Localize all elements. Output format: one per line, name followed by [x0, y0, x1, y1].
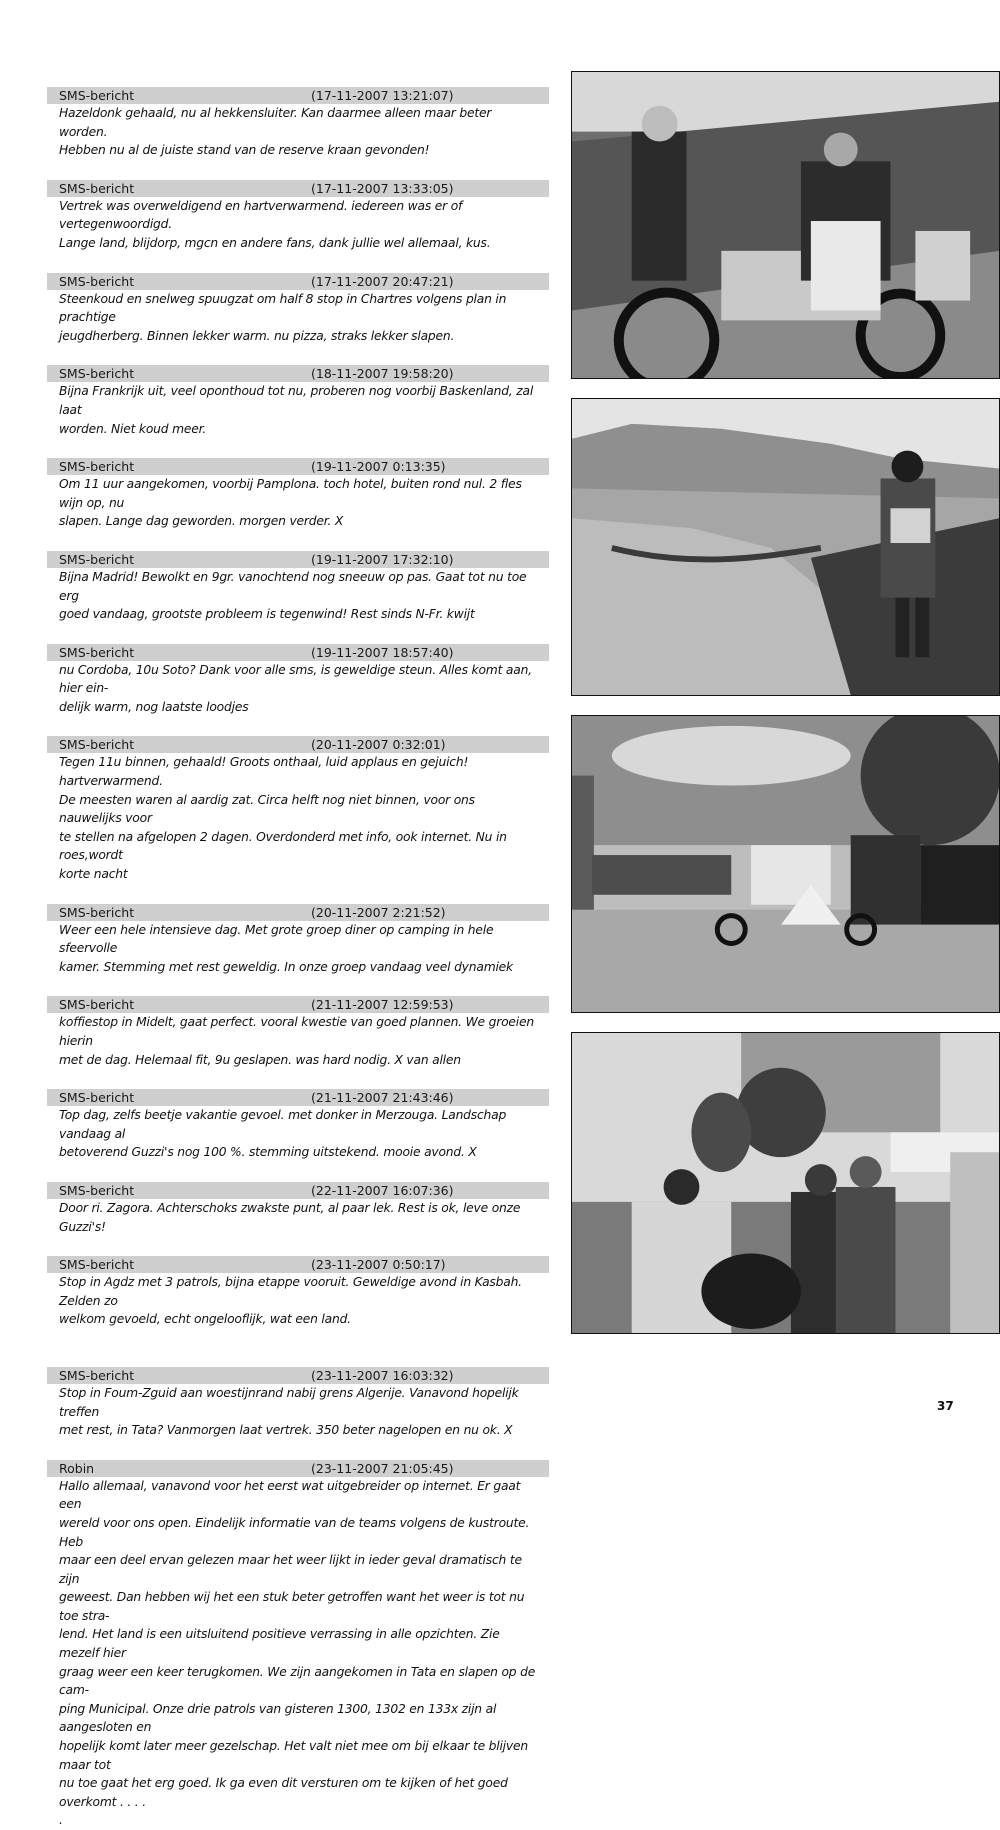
- message-header: [47, 1256, 549, 1273]
- message: [47, 1256, 549, 1329]
- message-timestamp: (22-11-2007 16:07:36): [311, 1182, 454, 1198]
- photo-street-riders-image: [572, 1033, 999, 1333]
- message-text: Hallo allemaal, vanavond voor het eerst wat uitgebreider op internet. Er gaat een wereld voor ons open. Eindelijk informatie van de teams volgens de kustroute. Heb maar een deel ervan gelezen maar het weer lijkt in ieder geval dramatisch te zijn geweest. Dan hebben wij het een stuk beter getroffen want het weer is tot nu toe stra- lend. Het land is een uitsluitend positieve verrassing in alle opzichten. Zie mezelf hier graag weer een keer terugkomen. We zijn aangekomen in Tata en slapen op de cam- ping Municipal. Onze drie patrols van gisteren 1300, 1302 en 133x zijn al aangesloten en hopelijk komt later meer gezelschap. Het valt niet mee om bij elkaar te blijven maar tot nu toe gaat het erg goed. Ik ga even dit versturen om te kijken of het goed overkomt . . . . .: [59, 1478, 536, 1828]
- photo-motorcyclists-image: [572, 72, 999, 378]
- message: [47, 1367, 549, 1440]
- photo-mountain-valley: [571, 398, 1000, 696]
- message-header: [47, 644, 549, 661]
- message-timestamp: (21-11-2007 21:43:46): [311, 1090, 454, 1106]
- message-sender: SMS-bericht: [59, 88, 135, 103]
- message: [47, 87, 549, 160]
- message-text: Vertrek was overweldigend en hartverwarmend. iedereen was er of vertegenwoordigd. Lange land, blijdorp, mgcn en andere fans, dank jullie wel allemaal, kus.: [59, 198, 491, 250]
- message-header: [47, 904, 549, 921]
- message: [47, 1182, 549, 1236]
- message-text: Om 11 uur aangekomen, voorbij Pamplona. toch hotel, buiten rond nul. 2 fles wijn op, nu slapen. Lange dag geworden. morgen verder. X: [59, 477, 522, 529]
- message-timestamp: (20-11-2007 0:32:01): [311, 737, 446, 753]
- message-timestamp: (17-11-2007 20:47:21): [311, 273, 454, 289]
- message: [47, 551, 549, 624]
- message-sender: SMS-bericht: [59, 997, 135, 1013]
- message-text: Stop in Agdz met 3 patrols, bijna etappe vooruit. Geweldige avond in Kasbah. Zelden zo welkom gevoeld, echt ongelooflijk, wat een land.: [59, 1275, 522, 1327]
- message-timestamp: (19-11-2007 0:13:35): [311, 459, 446, 475]
- message-header: [47, 1182, 549, 1199]
- message-timestamp: (17-11-2007 13:33:05): [311, 180, 454, 196]
- message-column: [47, 87, 549, 1830]
- message: [47, 458, 549, 531]
- message-timestamp: (19-11-2007 18:57:40): [311, 644, 454, 660]
- message-text: Door ri. Zagora. Achterschoks zwakste punt, al paar lek. Rest is ok, leve onze Guzzi's!: [59, 1200, 521, 1234]
- message: [47, 1089, 549, 1162]
- message-timestamp: (21-11-2007 12:59:53): [311, 997, 454, 1013]
- message-header: [47, 1089, 549, 1106]
- message-header: [47, 458, 549, 475]
- message-header: [47, 365, 549, 382]
- message-text: Steenkoud en snelweg spuugzat om half 8 stop in Chartres volgens plan in prachtige jeugdherberg. Binnen lekker warm. nu pizza, straks lekker slapen.: [59, 291, 507, 343]
- message-text: nu Cordoba, 10u Soto? Dank voor alle sms, is geweldige steun. Alles komt aan, hier ein- delijk warm, nog laatste loodjes: [59, 662, 532, 714]
- photo-street-riders: [571, 1032, 1000, 1334]
- message: [47, 996, 549, 1069]
- message: [47, 644, 549, 717]
- message-text: Top dag, zelfs beetje vakantie gevoel. met donker in Merzouga. Landschap vandaag al betoverend Guzzi's nog 100 %. stemming uitstekend. mooie avond. X: [59, 1108, 507, 1160]
- message-sender: SMS-bericht: [59, 273, 135, 289]
- message-text: Tegen 11u binnen, gehaald! Groots onthaal, luid applaus en gejuich! hartverwarmend. De meesten waren al aardig zat. Circa helft nog niet binnen, voor ons nauwelijks voor te stellen na afgelopen 2 dagen. Overdonderd met info, ook internet. Nu in roes,wordt korte nacht: [59, 755, 507, 882]
- message: [47, 1460, 549, 1830]
- message-header: [47, 1367, 549, 1384]
- photo-camp-vehicles-image: [572, 716, 999, 1012]
- message: [47, 904, 549, 977]
- message-timestamp: (23-11-2007 0:50:17): [311, 1257, 446, 1273]
- message-sender: SMS-bericht: [59, 644, 135, 660]
- message-sender: SMS-bericht: [59, 459, 135, 475]
- message-timestamp: (19-11-2007 17:32:10): [311, 551, 454, 567]
- message-header: [47, 273, 549, 290]
- message: [47, 365, 549, 438]
- message-sender: SMS-bericht: [59, 904, 135, 920]
- message-sender: SMS-bericht: [59, 366, 135, 382]
- message-header: [47, 180, 549, 197]
- message: [47, 273, 549, 346]
- message-header: [47, 551, 549, 568]
- photo-motorcyclists: [571, 71, 1000, 379]
- message-timestamp: (23-11-2007 16:03:32): [311, 1367, 454, 1383]
- message-sender: SMS-bericht: [59, 551, 135, 567]
- message-sender: Robin: [59, 1460, 95, 1476]
- message-text: Bijna Frankrijk uit, veel oponthoud tot nu, proberen nog voorbij Baskenland, zal laat worden. Niet koud meer.: [59, 384, 534, 436]
- message-sender: SMS-bericht: [59, 737, 135, 753]
- message-sender: SMS-bericht: [59, 180, 135, 196]
- message: [47, 180, 549, 253]
- message-sender: SMS-bericht: [59, 1182, 135, 1198]
- message-text: Stop in Foum-Zguid aan woestijnrand nabij grens Algerije. Vanavond hopelijk treffen met rest, in Tata? Vanmorgen laat vertrek. 350 beter nagelopen en nu ok. X: [59, 1385, 519, 1438]
- message: [47, 736, 549, 883]
- message-header: [47, 736, 549, 753]
- message-text: Bijna Madrid! Bewolkt en 9gr. vanochtend nog sneeuw op pas. Gaat tot nu toe erg goed vandaag, grootste probleem is tegenwind! Rest sinds N-Fr. kwijt: [59, 569, 527, 622]
- message-text: Hazeldonk gehaald, nu al hekkensluiter. Kan daarmee alleen maar beter worden. Hebben nu al de juiste stand van de reserve kraan gevonden!: [59, 106, 492, 158]
- message-sender: SMS-bericht: [59, 1257, 135, 1273]
- message-timestamp: (23-11-2007 21:05:45): [311, 1460, 454, 1476]
- message-text: koffiestop in Midelt, gaat perfect. vooral kwestie van goed plannen. We groeien hierin met de dag. Helemaal fit, 9u geslapen. was hard nodig. X van allen: [59, 1015, 534, 1067]
- photo-mountain-valley-image: [572, 399, 999, 695]
- page-number: 37: [937, 1399, 954, 1413]
- photo-camp-vehicles: [571, 715, 1000, 1013]
- message-sender: SMS-bericht: [59, 1367, 135, 1383]
- message-timestamp: (20-11-2007 2:21:52): [311, 904, 446, 920]
- message-sender: SMS-bericht: [59, 1090, 135, 1106]
- message-timestamp: (17-11-2007 13:21:07): [311, 88, 454, 103]
- message-header: [47, 1460, 549, 1477]
- message-header: [47, 996, 549, 1013]
- message-timestamp: (18-11-2007 19:58:20): [311, 366, 454, 382]
- message-header: [47, 87, 549, 104]
- message-text: Weer een hele intensieve dag. Met grote groep diner op camping in hele sfeervolle kamer. Stemming met rest geweldig. In onze groep vandaag veel dynamiek: [59, 922, 513, 974]
